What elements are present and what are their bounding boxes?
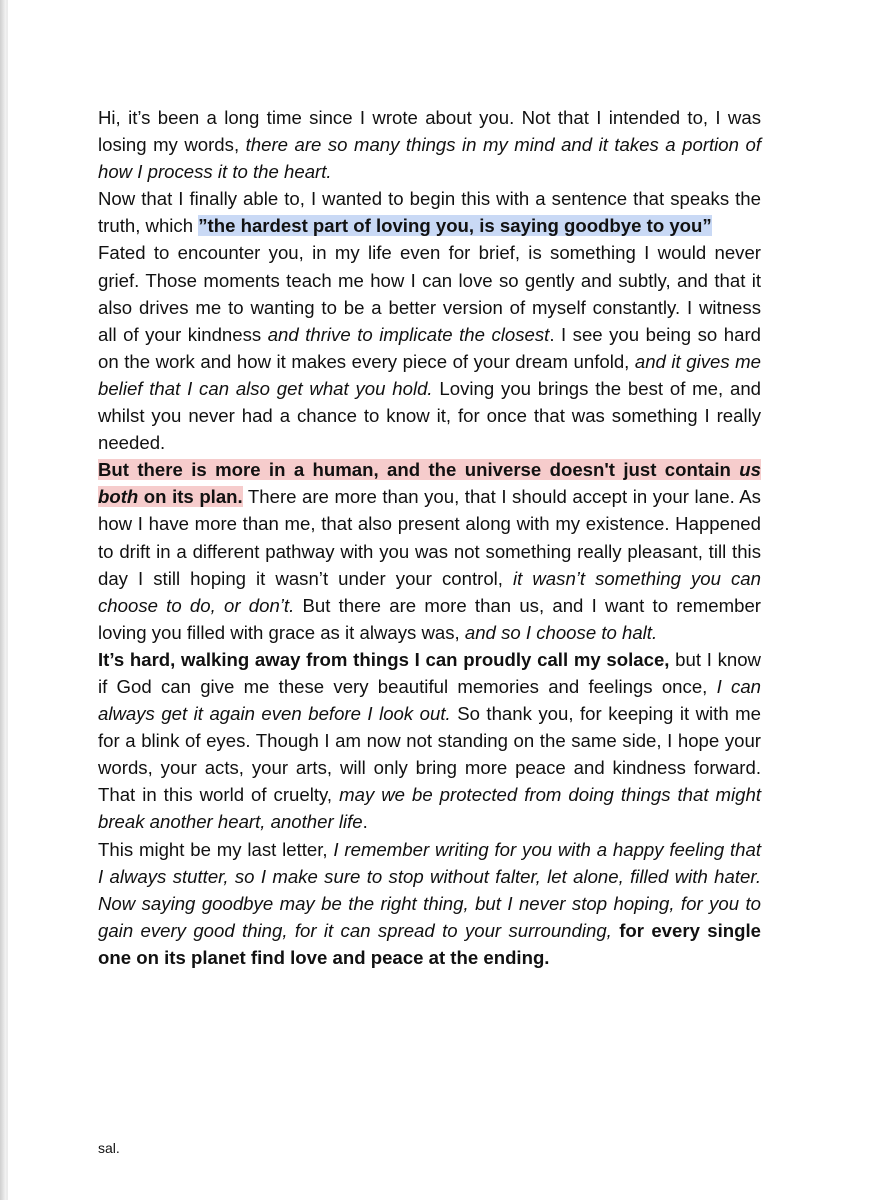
p4-italic-g: and so I choose to halt.: [464, 621, 658, 643]
paragraph-2: [98, 185, 761, 239]
p5-text-d: So thank you, for keeping it with me for a blink of eyes. Though I am now not standing on the same side, I hope your words, your acts, your arts, will only bring more peace and kindness forward. That in this world of cruelty,: [98, 703, 761, 806]
p5-text-b: but I know if God can give me these very beautiful memories and feelings once,: [98, 648, 761, 697]
p5-text-f: .: [362, 811, 368, 833]
p6-bold-c: for every single one on its planet find love and peace at the ending.: [98, 919, 761, 968]
p4-bold-a: But there is more in a human, and the universe doesn't just contain: [98, 459, 740, 481]
paragraph-3: [98, 239, 761, 456]
paragraph-5: [98, 646, 761, 836]
p2-highlighted-quote: ”the hardest part of loving you, is saying goodbye to you”: [198, 215, 712, 237]
p4-bold-c: on its plan.: [138, 486, 243, 508]
p5-italic-e: may we be protected from doing things that might break another heart, another life: [98, 784, 761, 833]
p3-text-a: Fated to encounter you, in my life even for brief, is something I would never grief. Those moments teach me how I can love so gently and subtly, and that it also drives me to wanting to be a better version of myself constantly. I witness all of your kindness: [98, 242, 761, 345]
p4-text-f: But there are more than us, and I want to remember loving you filled with grace as it always was,: [98, 594, 761, 643]
paragraph-1: [98, 104, 761, 185]
paragraph-6: [98, 836, 761, 971]
p3-italic-b: and thrive to implicate the closest: [267, 323, 550, 345]
p1-text: Hi, it’s been a long time since I wrote about you. Not that I intended to, I was losing my words,: [98, 107, 761, 156]
p5-bold-a: It’s hard, walking away from things I can proudly call my solace,: [98, 648, 670, 670]
signature: sal.: [98, 1140, 120, 1156]
p1-italic: there are so many things in my mind and it takes a portion of how I process it to the heart.: [98, 134, 761, 183]
p4-bold-italic-b: us both: [98, 459, 761, 508]
p3-text-c: . I see you being so hard on the work and how it makes every piece of your dream unfold,: [98, 323, 761, 372]
p3-text-e: Loving you brings the best of me, and whilst you never had a chance to know it, for once that was something I really needed.: [98, 377, 762, 454]
p4-text-d: There are more than you, that I should accept in your lane. As how I have more than me, that also present along with my existence. Happened to drift in a different pathway with you was not something really pleasant, till this day I still hoping it wasn’t under your control,: [98, 486, 761, 589]
p3-italic-d: and it gives me belief that I can also get what you hold.: [98, 350, 761, 399]
letter-body: [98, 104, 761, 971]
paragraph-4: [98, 456, 761, 646]
p6-italic-b: I remember writing for you with a happy feeling that I always stutter, so I make sure to stop without falter, let alone, filled with hater. Now saying goodbye may be the right thing, but I never stop hoping, for you to gain every good thing, for it can spread to your surrounding,: [98, 838, 762, 941]
p2-text: Now that I finally able to, I wanted to begin this with a sentence that speaks the truth, which: [98, 188, 761, 237]
p5-italic-c: I can always get it again even before I look out.: [98, 675, 761, 725]
page-shadow-edge: [0, 0, 6, 1200]
p4-italic-e: it wasn’t something you can choose to do, or don’t.: [98, 567, 761, 616]
p6-text-a: This might be my last letter,: [98, 838, 334, 860]
